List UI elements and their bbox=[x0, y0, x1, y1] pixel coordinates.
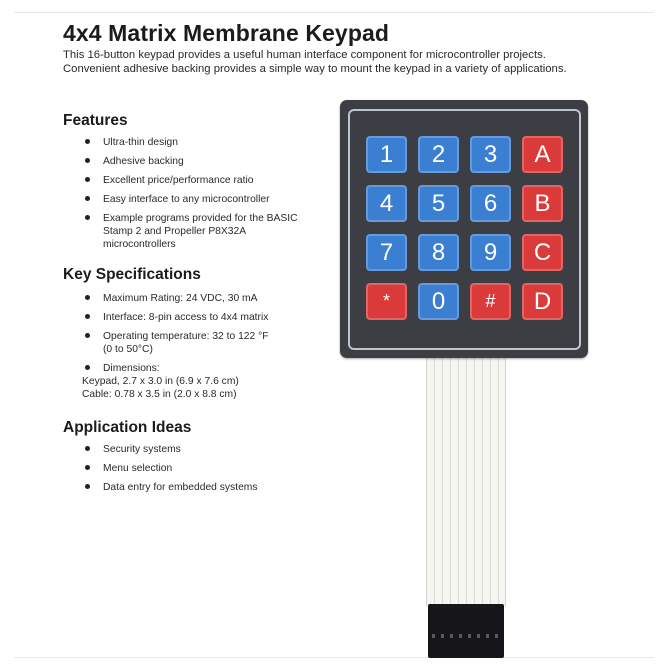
specs-list bbox=[82, 292, 352, 401]
bullet-icon bbox=[85, 333, 90, 338]
bullet-icon bbox=[85, 158, 90, 163]
list-item: Maximum Rating: 24 VDC, 30 mA bbox=[82, 292, 352, 305]
ribbon-cable bbox=[426, 358, 506, 606]
list-item: Menu selection bbox=[82, 462, 352, 475]
key-7: 7 bbox=[366, 234, 407, 271]
list-item: Adhesive backing bbox=[82, 155, 352, 168]
list-item: Ultra-thin design bbox=[82, 136, 352, 149]
key-star: * bbox=[366, 283, 407, 320]
list-item: Excellent price/performance ratio bbox=[82, 174, 352, 187]
bullet-icon bbox=[85, 484, 90, 489]
list-item: Dimensions: Keypad, 2.7 x 3.0 in (6.9 x 7.6 cm) Cable: 0.78 x 3.5 in (2.0 x 8.8 cm) bbox=[82, 363, 239, 400]
intro-paragraph bbox=[63, 48, 643, 76]
bullet-icon bbox=[85, 446, 90, 451]
bullet-icon bbox=[85, 365, 90, 370]
key-1: 1 bbox=[366, 136, 407, 173]
intro-line: This 16-button keypad provides a useful human interface component for microcontroller projects. bbox=[63, 49, 546, 61]
intro-line: Convenient adhesive backing provides a simple way to mount the keypad in a variety of applications. bbox=[63, 63, 567, 75]
bullet-icon bbox=[85, 177, 90, 182]
features-list bbox=[82, 136, 352, 251]
key-b: B bbox=[522, 185, 563, 222]
list-item: Data entry for embedded systems bbox=[82, 481, 352, 494]
page-title: 4x4 Matrix Membrane Keypad bbox=[63, 20, 390, 46]
features-heading: Features bbox=[63, 112, 128, 129]
keypad-body bbox=[340, 100, 588, 358]
key-a: A bbox=[522, 136, 563, 173]
key-6: 6 bbox=[470, 185, 511, 222]
list-item: Security systems bbox=[82, 443, 352, 456]
applications-list bbox=[82, 443, 352, 494]
connector bbox=[428, 604, 504, 658]
keypad-product-image bbox=[340, 100, 588, 660]
key-5: 5 bbox=[418, 185, 459, 222]
key-0: 0 bbox=[418, 283, 459, 320]
key-c: C bbox=[522, 234, 563, 271]
specs-heading: Key Specifications bbox=[63, 266, 201, 283]
key-3: 3 bbox=[470, 136, 511, 173]
bullet-icon bbox=[85, 196, 90, 201]
key-9: 9 bbox=[470, 234, 511, 271]
key-4: 4 bbox=[366, 185, 407, 222]
bullet-icon bbox=[85, 215, 90, 220]
list-item: Interface: 8-pin access to 4x4 matrix bbox=[82, 311, 352, 324]
list-item: Example programs provided for the BASIC Stamp 2 and Propeller P8X32A microcontrollers bbox=[82, 212, 352, 251]
list-item: Easy interface to any microcontroller bbox=[82, 193, 352, 206]
bullet-icon bbox=[85, 465, 90, 470]
bullet-icon bbox=[85, 314, 90, 319]
key-d: D bbox=[522, 283, 563, 320]
key-8: 8 bbox=[418, 234, 459, 271]
key-2: 2 bbox=[418, 136, 459, 173]
key-hash: # bbox=[470, 283, 511, 320]
bullet-icon bbox=[85, 139, 90, 144]
connector-pins bbox=[432, 634, 500, 638]
bullet-icon bbox=[85, 295, 90, 300]
list-item: Operating temperature: 32 to 122 °F (0 to 50°C) bbox=[82, 330, 352, 356]
applications-heading: Application Ideas bbox=[63, 419, 192, 436]
